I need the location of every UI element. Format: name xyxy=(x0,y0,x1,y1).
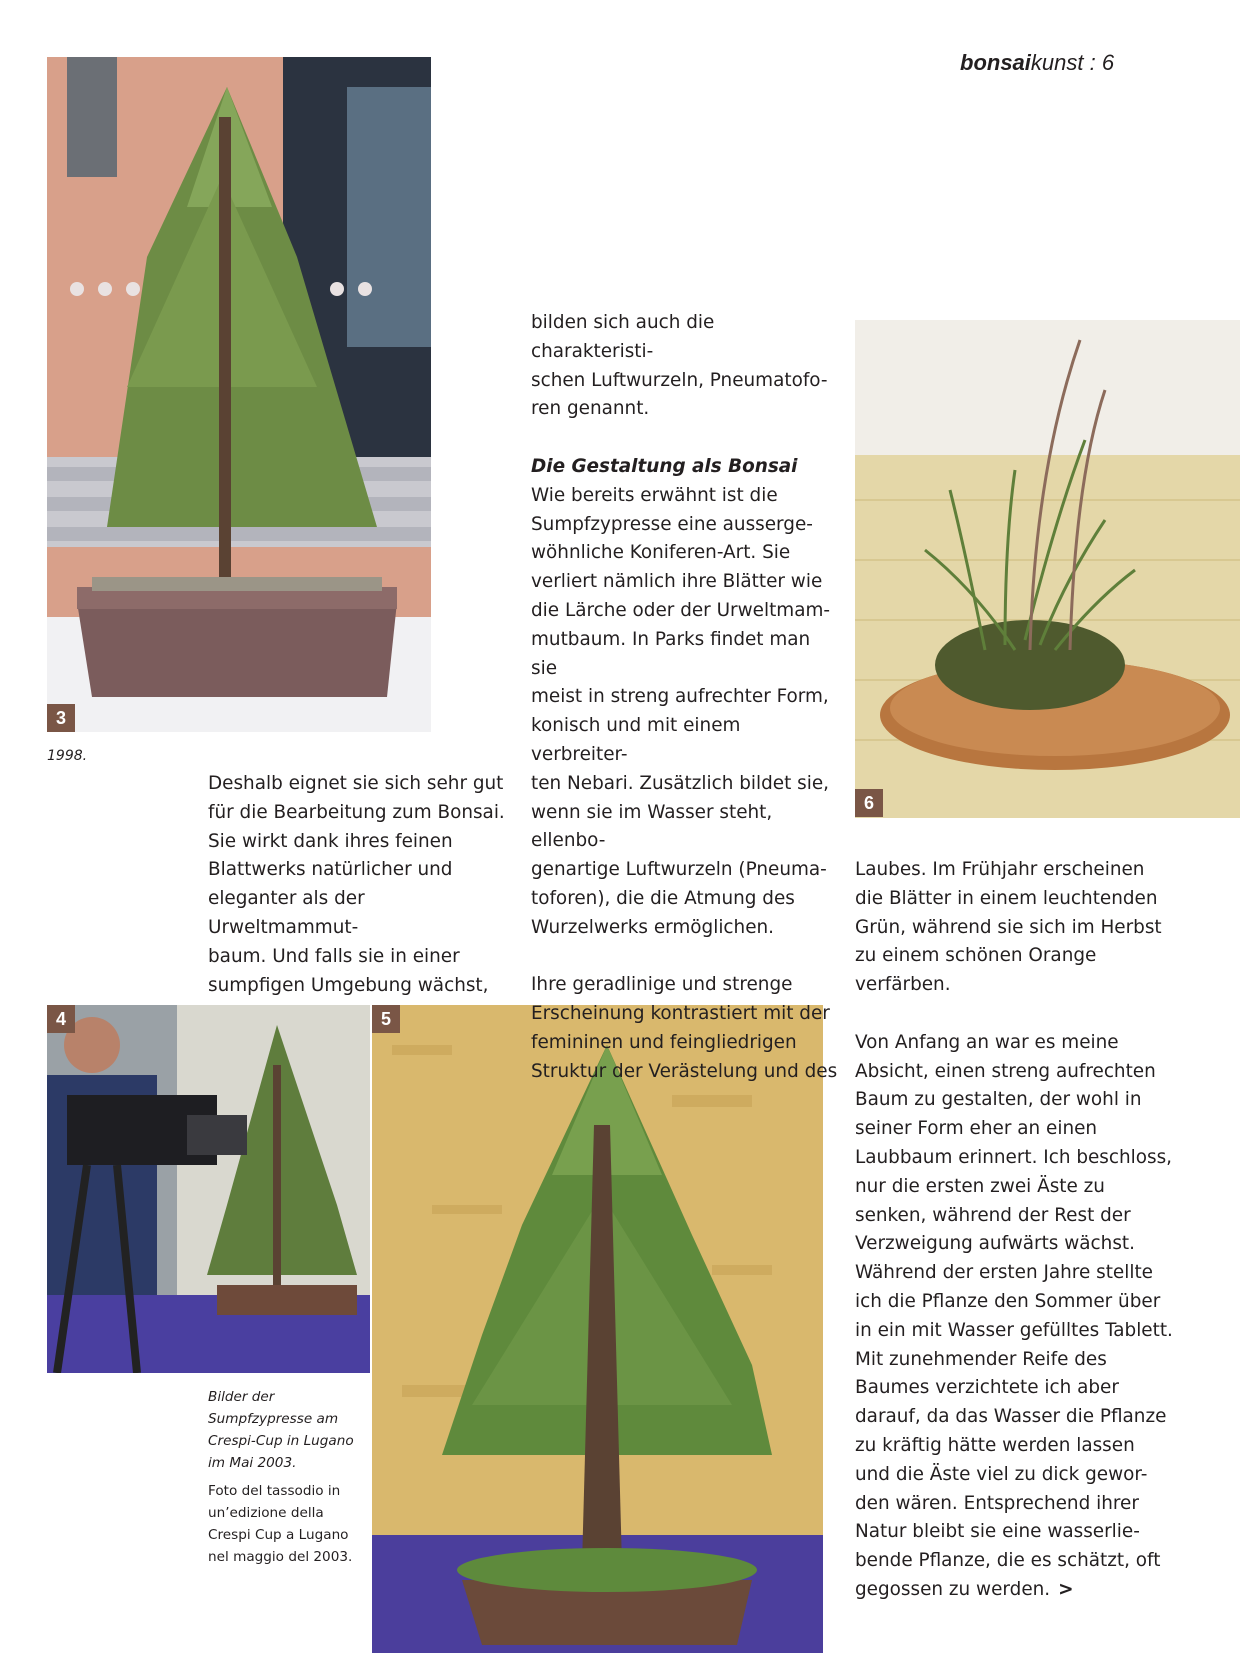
figure-number-5: 5 xyxy=(372,1005,400,1033)
text-line: Grün, während sie sich im Herbst xyxy=(855,916,1162,938)
text-line: Mit zunehmender Reife des xyxy=(855,1348,1107,1370)
text-line: Deshalb eignet sie sich sehr gut xyxy=(208,773,504,794)
camera-crew-photo-icon xyxy=(47,1005,370,1373)
text-line: sumpfigen Umgebung wächst, xyxy=(208,974,489,996)
text-line: für die Bearbeitung zum Bonsai. xyxy=(208,801,505,823)
text-line: eleganter als der Urweltmammut- xyxy=(208,888,365,938)
continue-arrow-icon: > xyxy=(1058,1578,1074,1600)
header-brand-bold: bonsai xyxy=(960,50,1031,75)
text-line: Verzweigung aufwärts wächst. xyxy=(855,1233,1135,1255)
text-line: femininen und feingliedrigen xyxy=(531,1031,797,1053)
header-page-number: : 6 xyxy=(1089,50,1115,75)
text-line: den wären. Entsprechend ihrer xyxy=(855,1492,1139,1514)
running-header xyxy=(960,50,1180,76)
text-line: zu einem schönen Orange xyxy=(855,945,1097,967)
text-line: bilden sich auch die charakteristi- xyxy=(531,312,715,362)
text-line: schen Luftwurzeln, Pneumatofo- xyxy=(531,369,828,391)
photo-3-bonsai xyxy=(47,57,431,732)
text-line: darauf, da das Wasser die Pflanze xyxy=(855,1406,1167,1428)
text-line: Laubbaum erinnert. Ich beschloss, xyxy=(855,1146,1173,1168)
bonsai-tree-photo-icon xyxy=(372,1005,823,1653)
text-line: meist in streng aufrechter Form, xyxy=(531,686,829,708)
text-line: Erscheinung kontrastiert mit der xyxy=(531,1003,830,1025)
text-line: toforen), die die Atmung des xyxy=(531,887,795,909)
text-line: Blattwerks natürlicher und xyxy=(208,859,453,881)
caption-italian: Foto del tassodio in un’edizione della Crespi Cup a Lugano nel maggio del 2003. xyxy=(208,1483,353,1565)
text-line: ren genannt. xyxy=(531,398,650,420)
text-line: Wie bereits erwähnt ist die xyxy=(531,484,778,506)
text-line: Baumes verzichtete ich aber xyxy=(855,1377,1119,1399)
text-line: Von Anfang an war es meine xyxy=(855,1031,1119,1053)
bonsai-tree-photo-icon xyxy=(47,57,431,732)
photo-5-bonsai xyxy=(372,1005,823,1653)
column-right xyxy=(855,856,1185,1605)
text-line: zu kräftig hätte werden lassen xyxy=(855,1434,1135,1456)
text-line: Wurzelwerks ermöglichen. xyxy=(531,916,775,938)
text-line: Laubes. Im Frühjahr erscheinen xyxy=(855,859,1145,880)
text-line: mutbaum. In Parks findet man sie xyxy=(531,628,811,679)
figure-number-4: 4 xyxy=(47,1005,75,1033)
text-line: wöhnliche Koniferen-Art. Sie xyxy=(531,542,791,564)
figure-number-6: 6 xyxy=(855,789,883,817)
text-line: Baum zu gestalten, der wohl in xyxy=(855,1089,1142,1111)
text-line: genartige Luftwurzeln (Pneuma- xyxy=(531,859,827,881)
text-line: Absicht, einen streng aufrechten xyxy=(855,1060,1156,1082)
text-line: Ihre geradlinige und strenge xyxy=(531,974,793,996)
column-middle xyxy=(531,309,841,1087)
text-line: Sumpfzypresse eine ausserge- xyxy=(531,513,813,535)
text-line: konisch und mit einem verbreiter- xyxy=(531,715,741,765)
caption-german: Bilder der Sumpfzypresse am Crespi-Cup in Lugano im Mai 2003. xyxy=(208,1389,354,1471)
photo-6-grass xyxy=(855,320,1240,818)
text-line: verliert nämlich ihre Blätter wie xyxy=(531,571,823,593)
text-line: Während der ersten Jahre stellte xyxy=(855,1262,1153,1284)
text-line: ten Nebari. Zusätzlich bildet sie, xyxy=(531,772,829,794)
photo-4-camera-crew xyxy=(47,1005,370,1373)
text-line: Struktur der Verästelung und des xyxy=(531,1060,838,1082)
text-line: baum. Und falls sie in einer xyxy=(208,945,460,967)
text-line: die Lärche oder der Urweltmam- xyxy=(531,599,831,621)
text-line: wenn sie im Wasser steht, ellenbo- xyxy=(531,801,773,852)
text-line: Natur bleibt sie eine wasserlie- xyxy=(855,1521,1140,1543)
text-line: seiner Form eher an einen xyxy=(855,1118,1098,1140)
text-line-last-text: gegossen zu werden. xyxy=(855,1578,1051,1600)
text-line: verfärben. xyxy=(855,974,951,996)
text-line-last xyxy=(855,1576,1185,1605)
text-line: in ein mit Wasser gefülltes Tablett. xyxy=(855,1319,1173,1341)
text-line: ich die Pflanze den Sommer über xyxy=(855,1290,1161,1312)
grass-on-wood-photo-icon xyxy=(855,320,1240,818)
text-line: die Blätter in einem leuchtenden xyxy=(855,887,1158,909)
text-line: Sie wirkt dank ihres feinen xyxy=(208,830,453,852)
figure-number-3: 3 xyxy=(47,704,75,732)
caption-date: 1998. xyxy=(47,748,88,764)
text-line: bende Pflanze, die es schätzt, oft xyxy=(855,1550,1161,1572)
text-line: nur die ersten zwei Äste zu xyxy=(855,1175,1105,1197)
column-left xyxy=(208,770,508,1000)
photo-caption xyxy=(208,1386,358,1574)
section-heading: Die Gestaltung als Bonsai xyxy=(531,455,798,477)
text-line: senken, während der Rest der xyxy=(855,1204,1131,1226)
header-brand-rest: kunst xyxy=(1030,50,1084,75)
text-line: und die Äste viel zu dick gewor- xyxy=(855,1463,1148,1485)
